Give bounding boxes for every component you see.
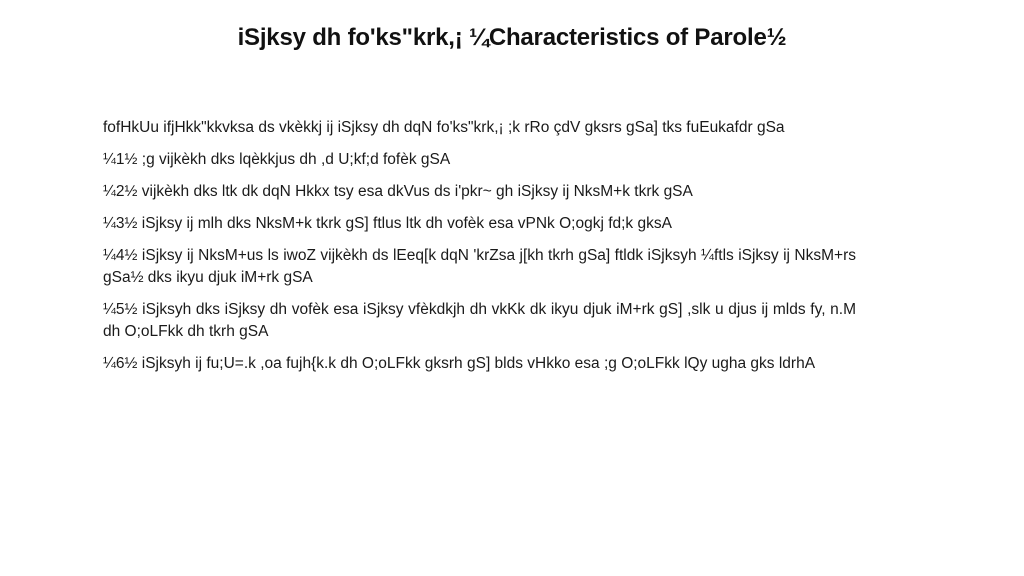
point-4: ¼4½ iSjksy ij NksM+us ls iwoZ vijkèkh ds lEeq[k dqN 'krZsa j[kh tkrh gSa] ftldk iSjksyh ¼ftls iSjksy ij NksM+rs gSa½ dks ikyu djuk iM+rk gSA	[103, 247, 856, 286]
slide-body	[103, 117, 856, 385]
point-2: ¼2½ vijkèkh dks ltk dk dqN Hkkx tsy esa dkVus ds i'pkr~ gh iSjksy ij NksM+k tkrk gSA	[103, 183, 693, 200]
slide-title: iSjksy dh fo'ks"krk,¡ ¼Characteristics of Parole½	[237, 24, 787, 51]
point-5: ¼5½ iSjksyh dks iSjksy dh vofèk esa iSjksy vfèkdkjh dh vkKk dk ikyu djuk iM+rk gS] ,slk u djus ij mlds fy, n.M dh O;oLFkk dh tkrh gSA	[103, 301, 856, 340]
point-1: ¼1½ ;g vijkèkh dks lqèkkjus dh ,d U;kf;d fofèk gSA	[103, 151, 451, 168]
point-6: ¼6½ iSjksyh ij fu;U=.k ,oa fujh{k.k dh O;oLFkk gksrh gS] blds vHkko esa ;g O;oLFkk lQy ugha gks ldrhA	[103, 355, 816, 372]
point-3: ¼3½ iSjksy ij mlh dks NksM+k tkrk gS] ftlus ltk dh vofèk esa vPNk O;ogkj fd;k gksA	[103, 215, 672, 232]
intro-paragraph: fofHkUu ifjHkk"kkvksa ds vkèkkj ij iSjksy dh dqN fo'ks"krk,¡ ;k rRo çdV gksrs gSa] tks fuEukafdr gSa	[103, 119, 785, 136]
